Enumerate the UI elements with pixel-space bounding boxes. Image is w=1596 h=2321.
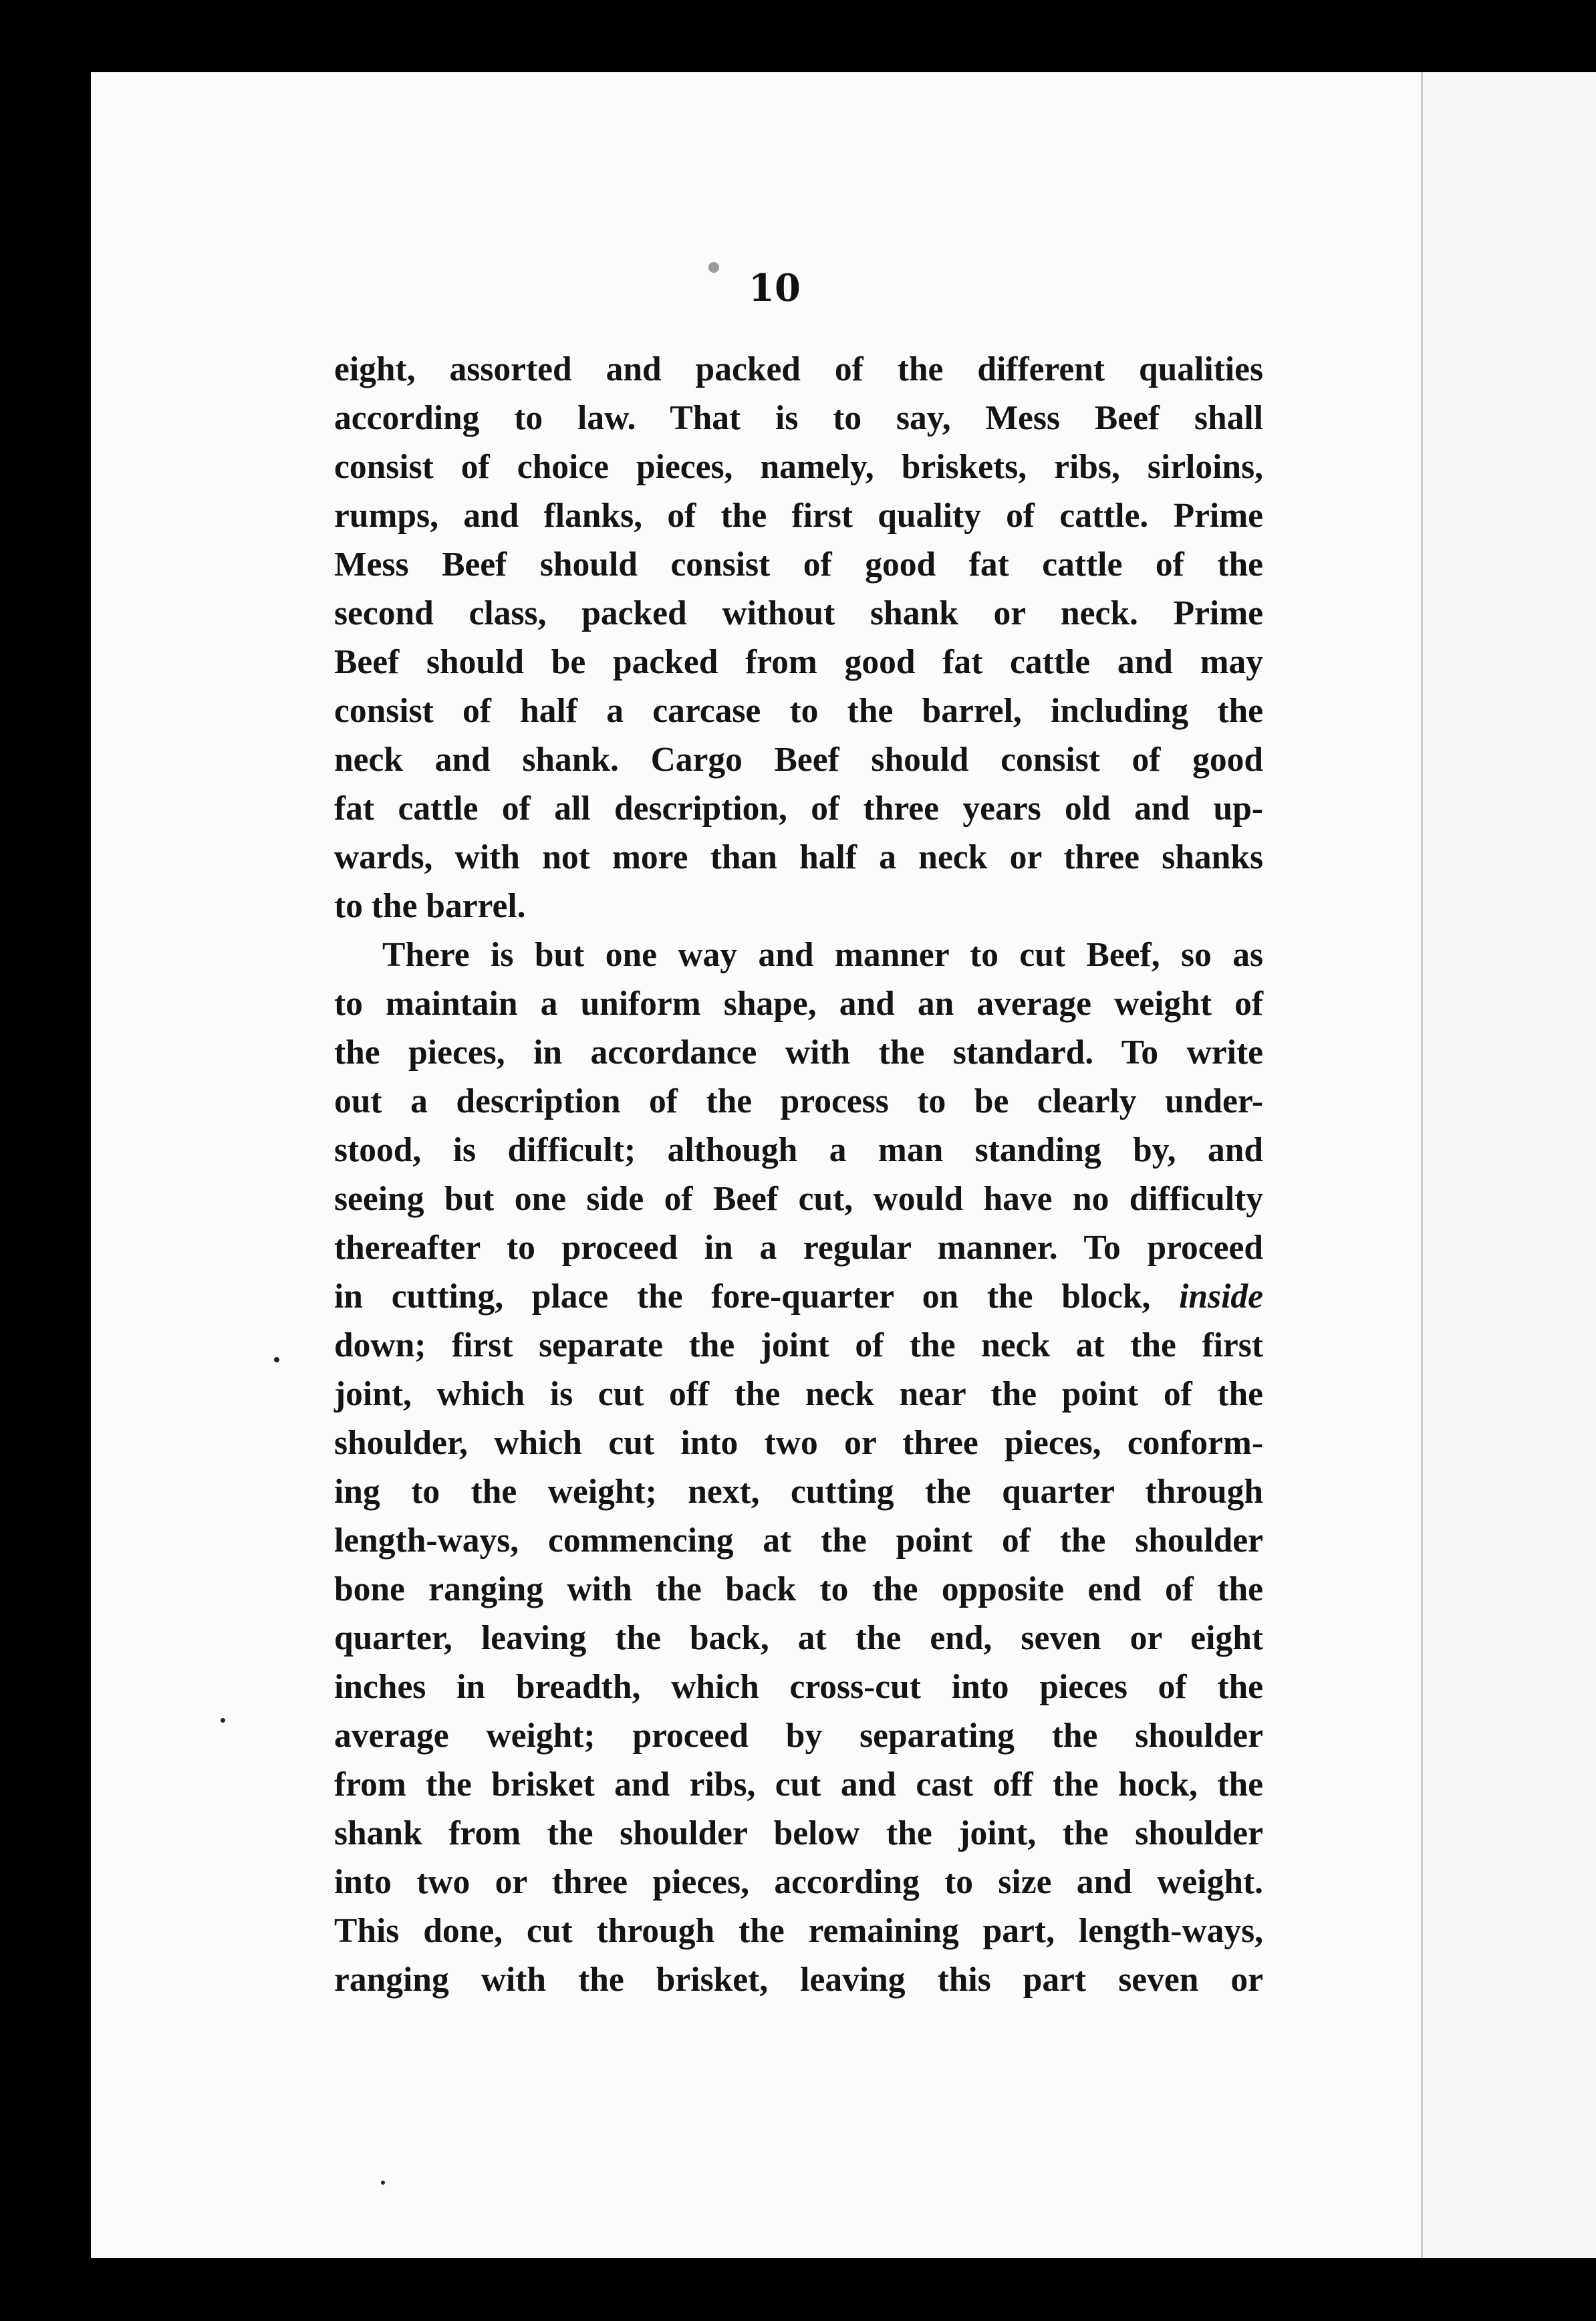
text-line: Mess Beef should consist of good fat cattle of the: [334, 545, 1263, 584]
text-line: Beef should be packed from good fat cattle and may: [334, 643, 1263, 681]
body-text: [334, 345, 1263, 2004]
text-line: There is but one way and manner to cut Beef, so as: [382, 936, 1263, 974]
text-line: fat cattle of all description, of three years old and up-: [334, 789, 1263, 828]
text-line: in cutting, place the fore-quarter on the block, inside: [334, 1277, 1263, 1316]
ink-speck: [274, 1357, 279, 1362]
text-line: thereafter to proceed in a regular manner. To proceed: [334, 1229, 1263, 1267]
text-line: second class, packed without shank or neck. Prime: [334, 594, 1263, 632]
italic-word: inside: [1179, 1277, 1263, 1316]
text-line: consist of half a carcase to the barrel, including the: [334, 692, 1263, 730]
text-line: out a description of the process to be clearly under-: [334, 1082, 1263, 1120]
text-line: to the barrel.: [334, 887, 526, 925]
text-line: eight, assorted and packed of the different qualities: [334, 350, 1263, 388]
ink-speck: [708, 262, 719, 273]
text-line: wards, with not more than half a neck or three shanks: [334, 838, 1263, 876]
text-line: seeing but one side of Beef cut, would have no difficulty: [334, 1180, 1263, 1218]
text-line: neck and shank. Cargo Beef should consist of good: [334, 741, 1263, 779]
text-line: down; first separate the joint of the neck at the first: [334, 1326, 1263, 1364]
text-line: into two or three pieces, according to size and weight.: [334, 1863, 1263, 1901]
text-line: shank from the shoulder below the joint, the shoulder: [334, 1814, 1263, 1852]
text-line: consist of choice pieces, namely, briskets, ribs, sirloins,: [334, 448, 1263, 486]
facing-page-edge: [1421, 72, 1596, 2258]
text-line: average weight; proceed by separating the shoulder: [334, 1717, 1263, 1755]
text-line: shoulder, which cut into two or three pieces, conform-: [334, 1424, 1263, 1462]
text-line: the pieces, in accordance with the standard. To write: [334, 1033, 1263, 1072]
text-line: joint, which is cut off the neck near the point of the: [334, 1375, 1263, 1413]
text-line: length-ways, commencing at the point of the shoulder: [334, 1521, 1263, 1560]
ink-speck: [381, 2181, 385, 2185]
text-line: ing to the weight; next, cutting the quarter through: [334, 1473, 1263, 1511]
page-number: 10: [749, 266, 801, 310]
text-line: inches in breadth, which cross-cut into pieces of the: [334, 1668, 1263, 1706]
text-line: quarter, leaving the back, at the end, seven or eight: [334, 1619, 1263, 1657]
text-line: rumps, and flanks, of the first quality of cattle. Prime: [334, 497, 1263, 535]
text-line: stood, is difficult; although a man standing by, and: [334, 1131, 1263, 1169]
text-line: according to law. That is to say, Mess Beef shall: [334, 399, 1263, 437]
ink-speck: [221, 1718, 225, 1723]
text-line: from the brisket and ribs, cut and cast off the hock, the: [334, 1765, 1263, 1804]
text-line: to maintain a uniform shape, and an average weight of: [334, 985, 1263, 1023]
text-line: This done, cut through the remaining part, length-ways,: [334, 1912, 1263, 1950]
text-line: bone ranging with the back to the opposite end of the: [334, 1570, 1263, 1608]
text-line: ranging with the brisket, leaving this part seven or: [334, 1961, 1263, 1999]
